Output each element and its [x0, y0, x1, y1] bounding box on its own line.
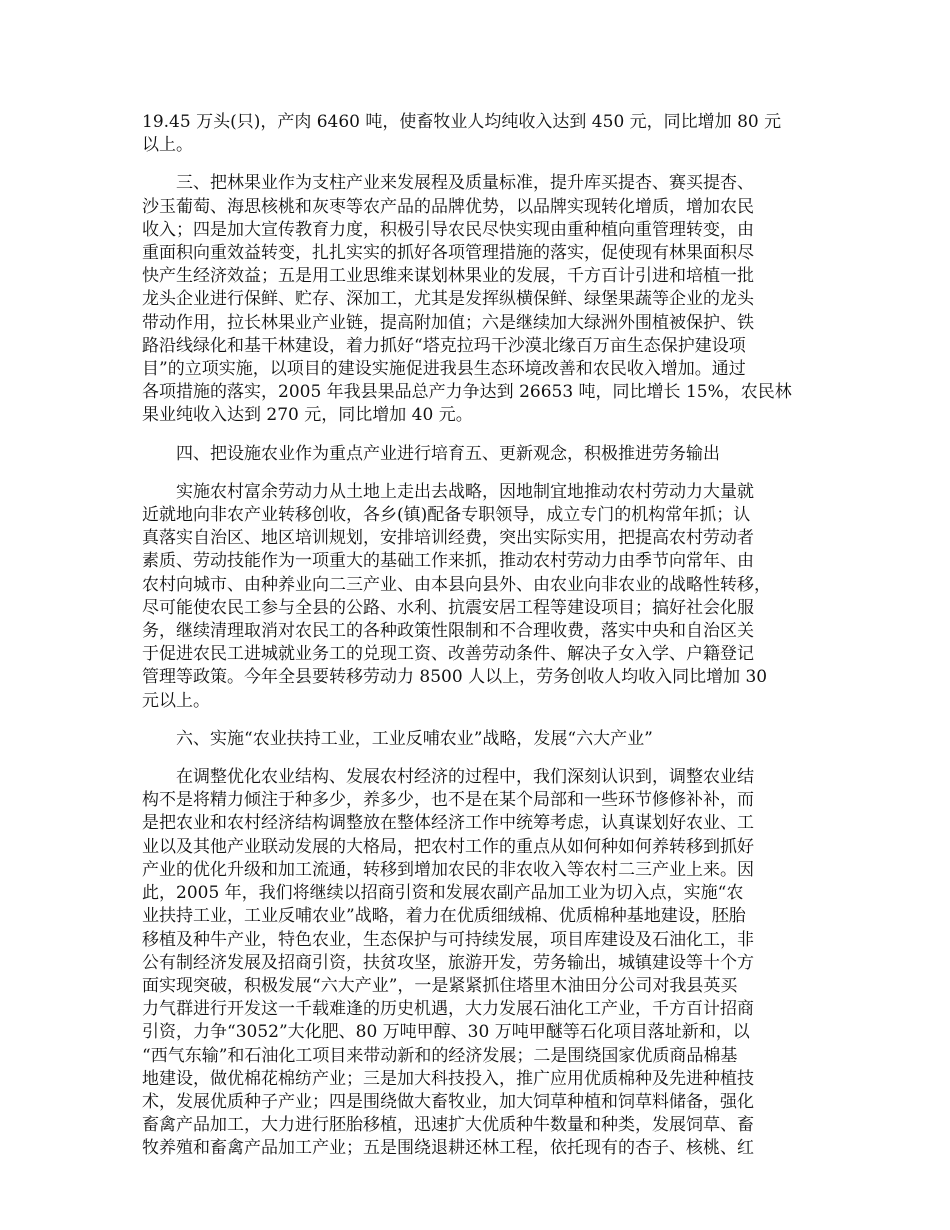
text-line: 力气群进行开发这一千载难逢的历史机遇，大力发展石油化工产业，千方百计招商 — [142, 999, 754, 1020]
paragraph-livestock-summary — [142, 111, 824, 157]
text-line: 产业的优化升级和加工流通，转移到增加农民的非农收入等农村二三产业上来。因 — [142, 859, 754, 880]
text-line: 术，发展优质种子产业；四是围绕做大畜牧业，加大饲草种植和饲草料储备，强化 — [142, 1091, 754, 1112]
paragraph-structure-adjustment — [142, 766, 824, 1160]
text-line: 农村向城市、由种养业向二三产业、由本县向县外、由农业向非农业的战略性转移， — [142, 574, 771, 595]
text-line: 元以上。 — [142, 690, 210, 711]
text-line: 公有制经济发展及招商引资，扶贫攻坚，旅游开发，劳务输出，城镇建设等十个方 — [142, 952, 754, 973]
text-line: 牧养殖和畜禽产品加工产业；五是围绕退耕还林工程，依托现有的杏子、核桃、红 — [142, 1138, 754, 1159]
text-line: 路沿线绿化和基干林建设，着力抓好“塔克拉玛干沙漠北缘百万亩生态保护建设项 — [142, 335, 746, 356]
text-line: 业扶持工业，工业反哺农业”战略，着力在优质细绒棉、优质棉种基地建设，胚胎 — [142, 906, 746, 927]
text-line: 业以及其他产业联动发展的大格局，把农村工作的重点从如何种如何养转移到抓好 — [142, 836, 754, 857]
text-line: 是把农业和农村经济结构调整放在整体经济工作中统筹考虑，认真谋划好农业、工 — [142, 813, 754, 834]
text-line: 龙头企业进行保鲜、贮存、深加工，尤其是发挥纵横保鲜、绿堡果蔬等企业的龙头 — [142, 289, 754, 310]
text-line: 收入；四是加大宣传教育力度，积极引导农民尽快实现由重种植向重管理转变，由 — [142, 219, 754, 240]
text-line: 引资，力争“3052”大化肥、80 万吨甲醇、30 万吨甲醚等石化项目落址新和，以 — [142, 1022, 750, 1043]
paragraph-labor-export — [142, 481, 824, 713]
document-page — [142, 111, 824, 1161]
text-line: 果业纯收入达到 270 元，同比增加 40 元。 — [142, 405, 473, 426]
text-line: 沙玉葡萄、海思核桃和灰枣等农产品的品牌优势，以品牌实现转化增质，增加农民 — [142, 196, 754, 217]
text-line: “西气东输”和石油化工项目来带动新和的经济发展；二是围绕国家优质商品棉基 — [142, 1045, 738, 1066]
section-heading-six-industries — [142, 728, 824, 751]
text-line: 19.45 万头(只)，产肉 6460 吨，使畜牧业人均纯收入达到 450 元，同比增加 80 元 — [142, 112, 782, 132]
text-line: 此，2005 年，我们将继续以招商引资和发展农副产品加工业为切入点，实施“农 — [142, 883, 744, 904]
text-line: 以上。 — [142, 135, 193, 156]
text-line: 管理等政策。今年全县要转移劳动力 8500 人以上，劳务创收人均收入同比增加 30 — [142, 667, 768, 688]
text-line: 畜禽产品加工，大力进行胚胎移植，迅速扩大优质种牛数量和种类，发展饲草、畜 — [142, 1115, 754, 1136]
text-line: 于促进农民工进城就业务工的兑现工资、改善劳动条件、解决子女入学、户籍登记 — [142, 644, 754, 665]
text-line: 各项措施的落实，2005 年我县果品总产力争达到 26653 吨，同比增长 15%，农民林 — [142, 382, 792, 403]
text-line: 素质、劳动技能作为一项重大的基础工作来抓，推动农村劳动力由季节向常年、由 — [142, 551, 754, 572]
text-line: 移植及种牛产业，特色农业，生态保护与可持续发展，项目库建设及石油化工，非 — [142, 929, 754, 950]
paragraph-forestry-fruit — [142, 172, 824, 427]
text-line: 务，继续清理取消对农民工的各种政策性限制和不合理收费，落实中央和自治区关 — [142, 621, 754, 642]
text-line: 实施农村富余劳动力从土地上走出去战略，因地制宜地推动农村劳动力大量就 — [176, 481, 754, 502]
text-line: 三、把林果业作为支柱产业来发展程及质量标准，提升库买提杏、赛买提杏、 — [176, 173, 754, 194]
text-line: 尽可能使农民工参与全县的公路、水利、抗震安居工程等建设项目；搞好社会化服 — [142, 597, 754, 618]
text-line: 地建设，做优棉花棉纺产业；三是加大科技投入，推广应用优质棉种及先进种植技 — [142, 1068, 754, 1089]
text-line: 带动作用，拉长林果业产业链，提高附加值；六是继续加大绿洲外围植被保护、铁 — [142, 312, 754, 333]
text-line: 构不是将精力倾注于种多少，养多少，也不是在某个局部和一些环节修修补补，而 — [142, 790, 754, 811]
heading-line: 四、把设施农业作为重点产业进行培育五、更新观念，积极推进劳务输出 — [176, 443, 720, 464]
text-line: 真落实自治区、地区培训规划，安排培训经费，突出实际实用，把提高农村劳动者 — [142, 528, 754, 549]
text-line: 在调整优化农业结构、发展农村经济的过程中，我们深刻认识到，调整农业结 — [176, 767, 754, 788]
text-line: 快产生经济效益；五是用工业思维来谋划林果业的发展，千方百计引进和培植一批 — [142, 266, 754, 287]
text-line: 目”的立项实施，以项目的建设实施促进我县生态环境改善和农民收入增加。通过 — [142, 359, 746, 380]
text-line: 近就地向非农产业转移创收，各乡(镇)配备专职领导，成立专门的机构常年抓；认 — [142, 505, 751, 526]
text-line: 重面积向重效益转变，扎扎实实的抓好各项管理措施的落实，促使现有林果面积尽 — [142, 243, 754, 264]
heading-line: 六、实施“农业扶持工业，工业反哺农业”战略，发展“六大产业” — [176, 728, 653, 749]
text-line: 面实现突破，积极发展“六大产业”，一是紧紧抓住塔里木油田分公司对我县英买 — [142, 975, 738, 996]
section-heading-facility-agriculture — [142, 443, 824, 466]
